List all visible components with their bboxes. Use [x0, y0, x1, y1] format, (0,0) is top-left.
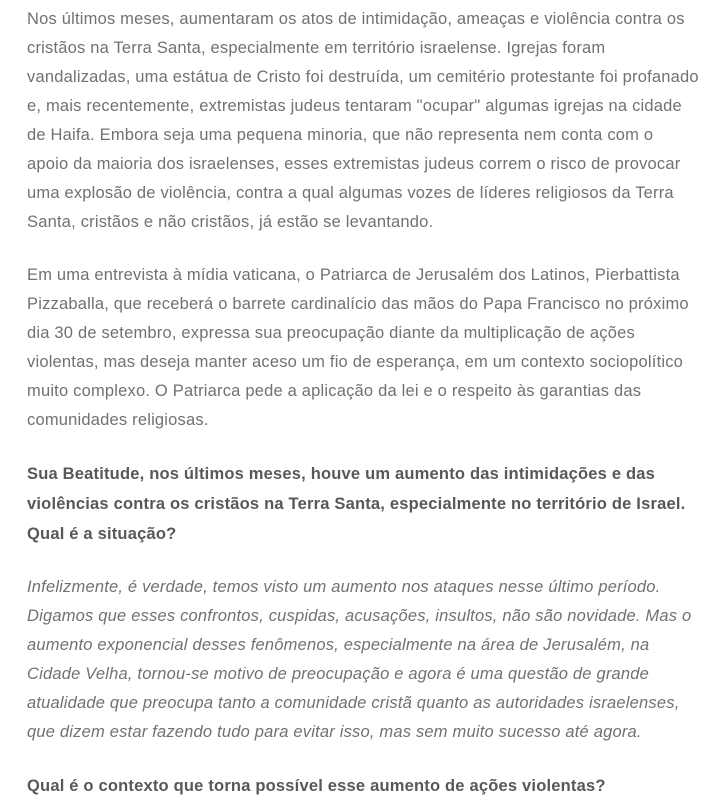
intro-paragraph-1: Nos últimos meses, aumentaram os atos de intimidação, ameaças e violência contra os cristãos na Terra Santa, especialmente em território israelense. Igrejas foram vandalizadas, uma estátua de Cristo foi destruída, um cemitério protestante foi profanado e, mais recentemente, extremistas judeus tentaram "ocupar" algumas igrejas na cidade de Haifa. Embora seja uma pequena minoria, que não representa nem conta com o apoio da maioria dos israelenses, esses extremistas judeus correm o risco de provocar uma explosão de violência, contra a qual algumas vozes de líderes religiosos da Terra Santa, cristãos e não cristãos, já estão se levantando.	[27, 10, 699, 231]
interview-question-1: Sua Beatitude, nos últimos meses, houve um aumento das intimidações e das violências contra os cristãos na Terra Santa, especialmente no território de Israel. Qual é a situação?	[27, 465, 686, 543]
interview-question-2: Qual é o contexto que torna possível esse aumento de ações violentas?	[27, 777, 606, 795]
intro-paragraph-2: Em uma entrevista à mídia vaticana, o Patriarca de Jerusalém dos Latinos, Pierbattista Pizzaballa, que receberá o barrete cardinalício das mãos do Papa Francisco no próximo dia 30 de setembro, expressa sua preocupação diante da multiplicação de ações violentas, mas deseja manter aceso um fio de esperança, em um contexto sociopolítico muito complexo. O Patriarca pede a aplicação da lei e o respeito às garantias das comunidades religiosas.	[27, 266, 689, 429]
interview-answer-1: Infelizmente, é verdade, temos visto um aumento nos ataques nesse último período. Digamos que esses confrontos, cuspidas, acusações, insultos, não são novidade. Mas o aumento exponencial desses fenômenos, especialmente na área de Jerusalém, na Cidade Velha, tornou-se motivo de preocupação e agora é uma questão de grande atualidade que preocupa tanto a comunidade cristã quanto as autoridades israelenses, que dizem estar fazendo tudo para evitar isso, mas sem muito sucesso até agora.	[27, 578, 692, 741]
